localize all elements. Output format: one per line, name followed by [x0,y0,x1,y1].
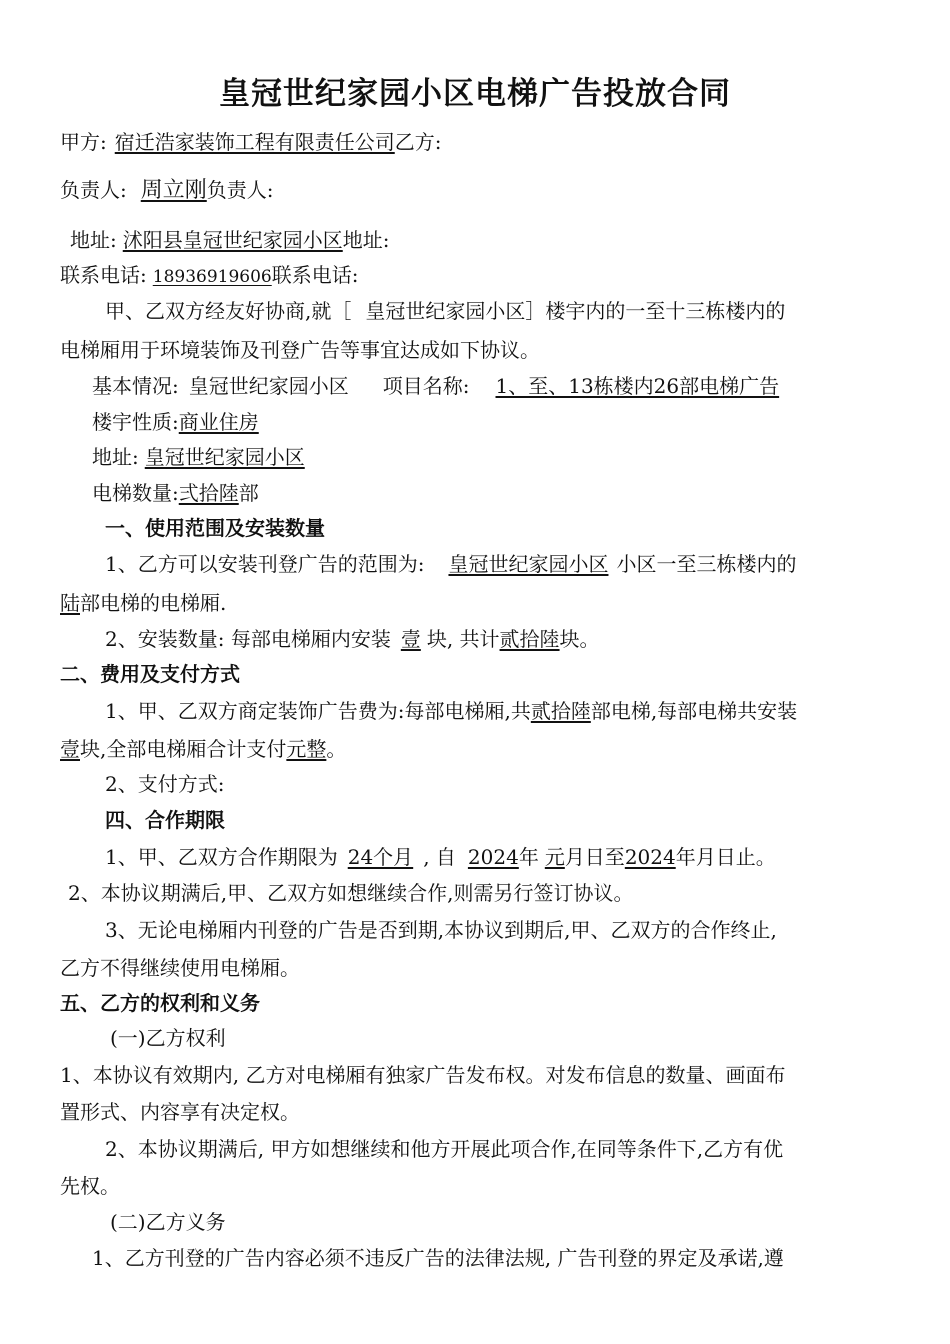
basic-address-line [92,443,305,471]
s1-item1-text-a: 1、乙方可以安装刊登广告的范围为: [105,552,425,576]
section-5-right-1-cont: 置形式、内容享有决定权。 [60,1100,300,1124]
section-5-right-2: 2、本协议期满后, 甲方如想继续和他方开展此项合作,在同等条件下,乙方有优 [105,1137,784,1161]
intro-text-b: ］楼宇内的一至十三栋楼内的 [525,299,786,323]
party-a-label: 甲方: [60,130,107,154]
party-b-phone-label: 联系电话: [271,263,359,287]
s2-item1-qty: 壹 [60,737,80,761]
s4-item1-end-year: 2024 [624,845,676,869]
s4-item1-text-c: 年 [518,845,539,869]
elevator-count-line [92,479,259,507]
party-a-name: 宿迁浩家装饰工程有限责任公司 [114,130,395,154]
section-5-rights-heading: (一)乙方权利 [110,1026,226,1050]
section-1-item-2 [105,625,600,653]
s4-item1-text-b: , 自 [423,845,456,869]
responsible-line [60,176,274,205]
basic-address-label: 地址: [92,445,139,469]
party-b-label: 乙方: [394,130,442,154]
intro-line-2: 电梯厢用于环境装饰及刊登广告等事宜达成如下协议。 [60,338,540,362]
intro-text-a: 甲、乙双方经友好协商,就［ [105,299,352,323]
section-5-obligation-1: 1、乙方刊登的广告内容必须不违反广告的法律法规, 广告刊登的界定及承诺,遵 [92,1246,784,1270]
party-a-phone-label: 联系电话: [60,263,147,287]
elevator-count-label: 电梯数量: [92,481,179,505]
address-line [70,226,390,254]
section-5-right-1: 1、本协议有效期内, 乙方对电梯厢有独家广告发布权。对发布信息的数量、画面布 [60,1063,786,1087]
s1-item2-text-c: 块。 [559,627,600,651]
s1-item2-total: 贰拾陸 [499,627,560,651]
s4-item1-period: 24个月 [347,845,414,869]
party-b-address-label: 地址: [342,228,390,252]
party-a-address-label: 地址: [70,228,117,252]
s2-item1-text-a: 1、甲、乙双方商定装饰广告费为:每部电梯厢,共 [105,699,531,723]
party-a-address: 沭阳县皇冠世纪家园小区 [122,228,343,252]
s2-item1-end: 。 [326,737,347,761]
s1-item1-count: 陆 [60,591,80,615]
s1-item2-text-b: 块, 共计 [426,627,500,651]
section-5-heading: 五、乙方的权利和义务 [60,991,260,1015]
s2-item1-text-b: 部电梯,每部电梯共安装 [590,699,798,723]
party-a-line [60,128,442,156]
s4-item1-text-d: 月日至 [564,845,625,869]
section-2-item-1-cont [60,735,346,763]
section-5-obligations-heading: (二)乙方义务 [110,1210,226,1234]
nature-value: 商业住房 [178,410,259,434]
s1-item1-place: 皇冠世纪家园小区 [448,552,609,576]
party-a-phone: 18936919606 [152,267,272,287]
party-a-responsible: 周立刚 [140,178,207,203]
basic-value: 皇冠世纪家园小区 [188,374,349,398]
s1-item1-text-c: 部电梯的电梯厢. [80,591,227,615]
basic-address-value: 皇冠世纪家园小区 [144,445,305,469]
section-4-item-2: 2、本协议期满后,甲、乙双方如想继续合作,则需另行签订协议。 [68,881,634,905]
basic-info-line [92,372,779,400]
basic-label: 基本情况: [92,374,179,398]
s2-item1-text-c: 块,全部电梯厢合计支付 [80,737,287,761]
party-a-responsible-label: 负责人: [60,178,127,202]
section-4-heading: 四、合作期限 [105,808,225,832]
elevator-count-value: 弍拾陸 [178,481,239,505]
party-b-responsible-label: 负责人: [206,178,274,202]
section-1-item-1-cont [60,589,226,617]
section-4-item-1 [105,843,776,871]
nature-label: 楼宇性质: [92,410,179,434]
nature-line [92,408,259,436]
section-2-heading: 二、费用及支付方式 [60,662,240,686]
s4-item1-start-year: 2024 [467,845,519,869]
s1-item2-text-a: 2、安装数量: 每部电梯厢内安装 [105,627,391,651]
s4-item1-start-month: 元 [544,845,565,869]
elevator-count-unit: 部 [238,481,259,505]
section-5-right-2-cont: 先权。 [60,1174,120,1198]
project-value: 1、至、13栋楼内26部电梯广告 [495,374,780,398]
page-title: 皇冠世纪家园小区电梯广告投放合同 [219,76,731,112]
s4-item1-text-a: 1、甲、乙双方合作期限为 [105,845,338,869]
section-2-item-1 [105,697,797,725]
intro-line-1 [105,297,785,325]
s2-item1-total: 元整 [286,737,327,761]
section-1-heading: 一、使用范围及安装数量 [105,516,325,540]
section-2-item-2: 2、支付方式: [105,772,225,796]
section-4-item-3: 3、无论电梯厢内刊登的广告是否到期,本协议到期后,甲、乙双方的合作终止, [105,918,777,942]
project-label: 项目名称: [382,374,470,398]
s1-item2-qty: 壹 [400,627,421,651]
phone-line [60,261,358,291]
s1-item1-text-b: 小区一至三栋楼内的 [616,552,797,576]
s2-item1-count: 贰拾陸 [530,699,591,723]
section-4-item-3-cont: 乙方不得继续使用电梯厢。 [60,956,300,980]
intro-place: 皇冠世纪家园小区 [365,299,526,323]
s4-item1-text-e: 年月日止。 [675,845,776,869]
section-1-item-1 [105,550,796,578]
